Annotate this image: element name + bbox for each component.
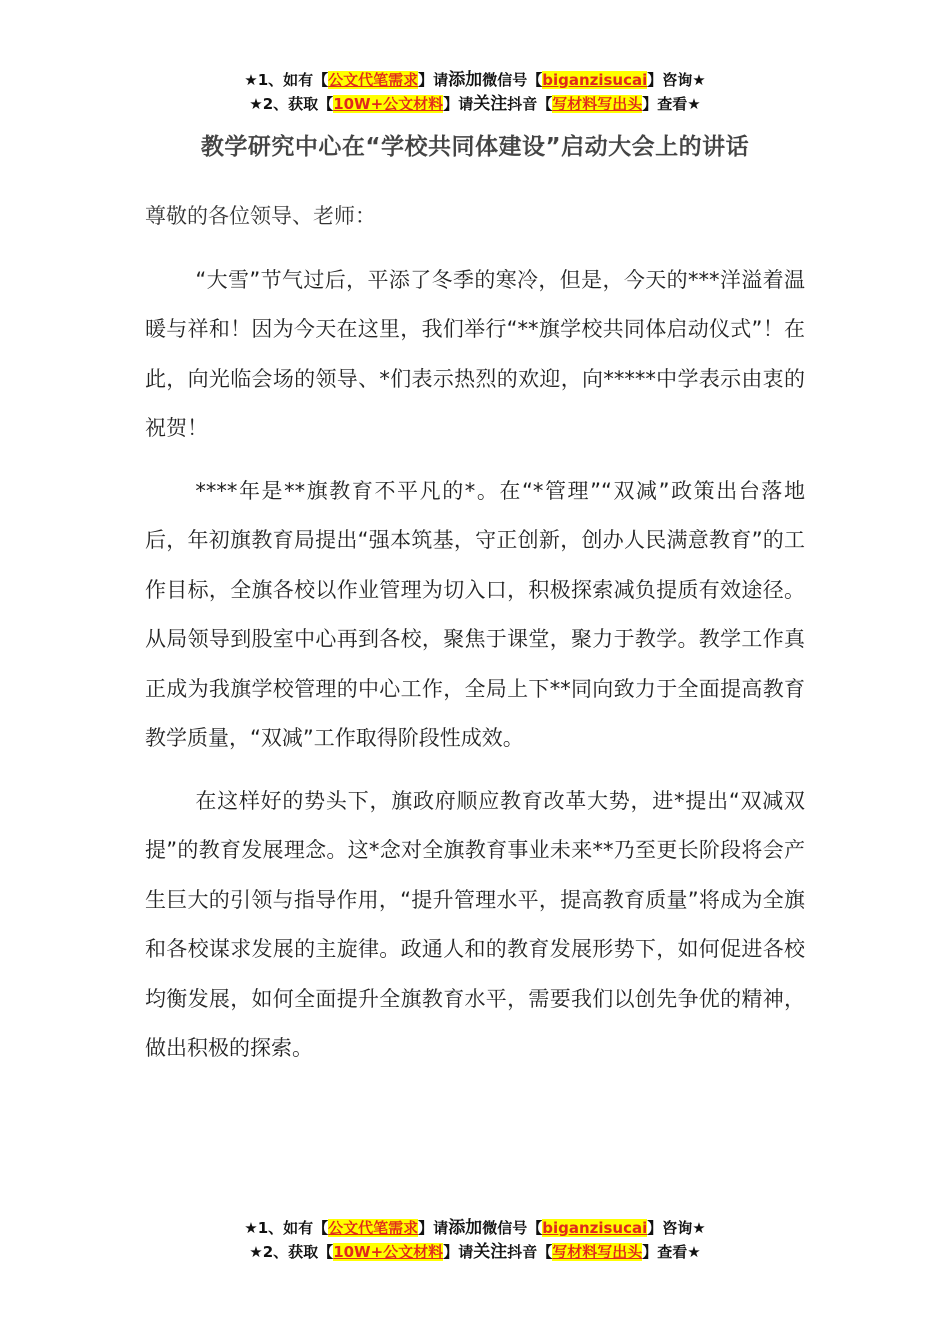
promo-text: ★2、获取【 — [249, 95, 334, 113]
promo-text: 】请 — [443, 95, 474, 113]
promo-text: ★1、如有【 — [244, 71, 329, 89]
promo-text: ★1、如有【 — [244, 1219, 329, 1237]
promo-line-2 — [0, 92, 950, 116]
promo-highlight: 公文代笔需求 — [328, 71, 419, 89]
promo-text: 微信号【 — [482, 71, 543, 89]
promo-highlight: 10W+公文材料 — [333, 95, 444, 113]
promo-emphasis: 关注 — [473, 94, 508, 114]
promo-emphasis: 添加 — [448, 1218, 483, 1238]
promo-text: 】请 — [418, 71, 449, 89]
promo-douyin-id: 写材料写出头 — [552, 95, 643, 113]
promo-text: 】请 — [443, 1243, 474, 1261]
paragraph: 在这样好的势头下，旗政府顺应教育改革大势，进*提出“双减双提”的教育发展理念。这*念对全旗教育事业未来**乃至更长阶段将会产生巨大的引领与指导作用，“提升管理水平，提高教育质量”将成为全旗和各校谋求发展的主旋律。政通人和的教育发展形势下，如何促进各校均衡发展，如何全面提升全旗教育水平，需要我们以创先争优的精神，做出积极的探索。 — [145, 788, 805, 1060]
promo-header — [0, 68, 950, 116]
promo-wechat-id: biganzisucai — [542, 71, 648, 89]
promo-text: 】查看★ — [642, 95, 701, 113]
promo-text: 】请 — [418, 1219, 449, 1237]
promo-footer — [0, 1216, 950, 1264]
promo-line-1 — [0, 1216, 950, 1240]
promo-line-2 — [0, 1240, 950, 1264]
promo-wechat-id: biganzisucai — [542, 1219, 648, 1237]
promo-highlight: 公文代笔需求 — [328, 1219, 419, 1237]
promo-emphasis: 关注 — [473, 1242, 508, 1262]
promo-text: 微信号【 — [482, 1219, 543, 1237]
document-title: 教学研究中心在“学校共同体建设”启动大会上的讲话 — [200, 134, 750, 160]
promo-text: 】咨询★ — [647, 71, 706, 89]
promo-douyin-id: 写材料写出头 — [552, 1243, 643, 1261]
promo-text: 】查看★ — [642, 1243, 701, 1261]
promo-line-1 — [0, 68, 950, 92]
document-body — [145, 192, 805, 1087]
promo-text: ★2、获取【 — [249, 1243, 334, 1261]
promo-text: 抖音【 — [507, 95, 553, 113]
promo-text: 】咨询★ — [647, 1219, 706, 1237]
promo-emphasis: 添加 — [448, 70, 483, 90]
paragraph: ****年是**旗教育不平凡的*。在“*管理”“双减”政策出台落地后，年初旗教育局提出“强本筑基，守正创新，创办人民满意教育”的工作目标，全旗各校以作业管理为切入口，积极探索减负提质有效途径。从局领导到股室中心再到各校，聚焦于课堂，聚力于教学。教学工作真正成为我旗学校管理的中心工作，全局上下**同向致力于全面提高教育教学质量，“双减”工作取得阶段性成效。 — [145, 478, 806, 750]
paragraph: “大雪”节气过后，平添了冬季的寒冷，但是，今天的***洋溢着温暖与祥和！因为今天在这里，我们举行“**旗学校共同体启动仪式”！在此，向光临会场的领导、*们表示热烈的欢迎，向*****中学表示由衷的祝贺！ — [145, 267, 805, 440]
greeting: 尊敬的各位领导、老师： — [145, 204, 376, 228]
promo-highlight: 10W+公文材料 — [333, 1243, 444, 1261]
promo-text: 抖音【 — [507, 1243, 553, 1261]
